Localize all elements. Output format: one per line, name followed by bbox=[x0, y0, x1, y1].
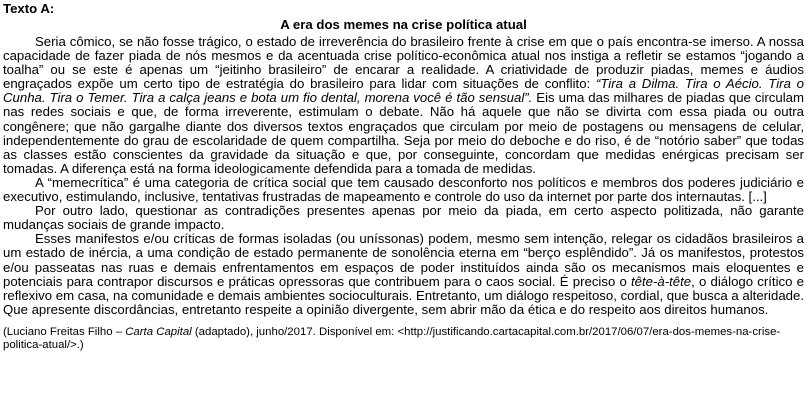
source-publication: Carta Capital bbox=[125, 325, 192, 338]
paragraph-3-text: Por outro lado, questionar as contradições presentes apenas por meio da piada, em certo aspecto politizada, não garante mudanças sociais de grande impacto. bbox=[3, 203, 804, 233]
paragraph-1-text: Seria cômico, se não fosse trágico, o estado de irreverência do brasileiro frente à crise em que o país encontra-se imerso. A nossa capacidade de fazer piada de nós mesmos e da acentuada crise político-econômica atual nos instiga a refletir se estamos “jogando a toalha” ou se este é apenas um “jeitinho brasileiro” de encarar a realidade. A criatividade de produzir piadas, memes e áudios engraçados expõe um certo tipo de estratégia do brasileiro para lidar com situações de conflito: bbox=[3, 34, 804, 92]
paragraph-3 bbox=[3, 204, 804, 232]
paragraph-4 bbox=[3, 232, 804, 317]
paragraph-1-text-continued: Eis uma das milhares de piadas que circulam nas redes sociais e que, de forma irreverente, estimulam o debate. Não há aquele que não se divirta com essa piada ou outra congênere; que não gargalhe diante dos diversos textos engraçados que circulam por meio de postagens ou mensagens de celular, independentemente do grau de escolaridade de quem compartilha. Seja por meio do deboche e do riso, é de “notório saber” que todas as classes estão conscientes da gravidade da situação e que, por conseguinte, concordam que medidas enérgicas precisam ser tomadas. A diferença está na forma ideologicamente defendida para a tomada de medidas. bbox=[3, 90, 804, 176]
paragraph-4-text: Esses manifestos e/ou críticas de formas isoladas (ou uníssonas) podem, mesmo sem intenção, relegar os cidadãos brasileiros a um estado de inércia, a uma condição de estado permanente de sonolência eterna em “berço esplêndido”. Já os manifestos, protestos e/ou passeatas nas ruas e demais enfrentamentos em espaços de poder instituídos ainda são os mecanismos mais eloquentes e potenciais para contrapor discursos e práticas opressoras que contribuem para o caos social. É preciso o bbox=[3, 231, 804, 289]
paragraph-2-text: A “memecrítica” é uma categoria de crítica social que tem causado desconforto nos políticos e membros dos poderes judiciário e executivo, estimulando, inclusive, tentativas frustradas de mapeamento e controle do uso da internet por parte dos internautas. [...] bbox=[3, 174, 804, 205]
paragraph-1-quote: “Tira a Dilma. Tira o Aécio. Tira o Cunha. Tira o Temer. Tira a calça jeans e bota um fio dental, morena você é tão sensual”. bbox=[3, 76, 804, 106]
article-body bbox=[3, 35, 804, 317]
paragraph-1 bbox=[3, 35, 804, 176]
paragraph-4-italic-term: tête-à-tête bbox=[631, 273, 692, 289]
text-label: Texto A: bbox=[3, 1, 55, 16]
paragraph-2 bbox=[3, 176, 804, 204]
source-details: (adaptado), junho/2017. Disponível em: <http://justificando.cartacapital.com.br/2017/06/07/era-dos-memes-na-crise-politica-atual/>.) bbox=[3, 325, 781, 352]
source-author: (Luciano Freitas Filho – bbox=[3, 325, 126, 338]
paragraph-4-text-continued: , o diálogo crítico e reflexivo em casa, na comunidade e demais ambientes socioculturais. Entretanto, um diálogo respeitoso, cordial, que busca a alteridade. Que apresente discordâncias, entretanto respeite a opinião divergente, sem abrir mão da ética e do respeito aos direitos humanos. bbox=[3, 273, 804, 317]
article-title: A era dos memes na crise política atual bbox=[280, 17, 527, 32]
source-citation bbox=[3, 326, 804, 353]
